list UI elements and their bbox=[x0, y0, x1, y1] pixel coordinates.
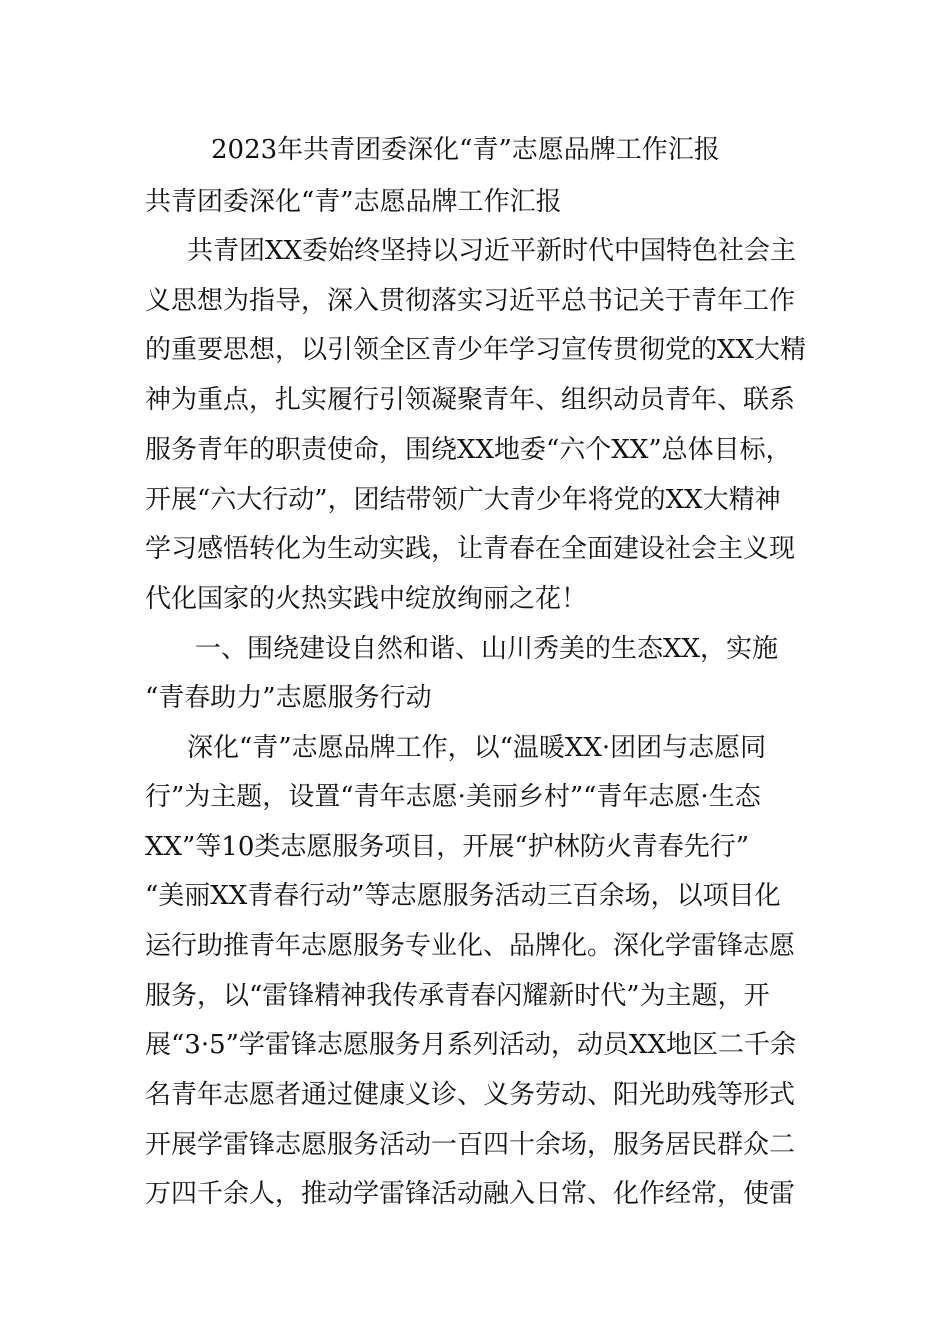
paragraph-line: 义思想为指导，深入贯彻落实习近平总书记关于青年工作 bbox=[145, 286, 796, 316]
paragraph-line: 名青年志愿者通过健康义诊、义务劳动、阳光助残等形式 bbox=[145, 1080, 796, 1110]
paragraph-line: 的重要思想，以引领全区青少年学习宣传贯彻党的XX大精 bbox=[145, 335, 807, 365]
paragraph-line: 代化国家的火热实践中绽放绚丽之花！ bbox=[145, 584, 588, 614]
paragraph-line: 服务青年的职责使命，围绕XX地委“六个XX”总体目标， bbox=[145, 435, 792, 465]
paragraph-line: 神为重点，扎实履行引领凝聚青年、组织动员青年、联系 bbox=[145, 385, 796, 415]
paragraph-line: 运行助推青年志愿服务专业化、品牌化。深化学雷锋志愿 bbox=[145, 931, 796, 961]
paragraph-line: 开展学雷锋志愿服务活动一百四十余场，服务居民群众二 bbox=[145, 1130, 796, 1160]
paragraph-line: 共青团XX委始终坚持以习近平新时代中国特色社会主 bbox=[187, 236, 797, 266]
paragraph-line: “美丽XX青春行动”等志愿服务活动三百余场，以项目化 bbox=[145, 881, 781, 911]
paragraph-line: 开展“六大行动”，团结带领广大青少年将党的XX大精神 bbox=[145, 485, 781, 515]
section-heading: “青春助力”志愿服务行动 bbox=[145, 683, 432, 713]
paragraph-line: 学习感悟转化为生动实践，让青春在全面建设社会主义现 bbox=[145, 534, 796, 564]
paragraph-line: 行”为主题，设置“青年志愿·美丽乡村”“青年志愿·生态 bbox=[145, 782, 761, 812]
paragraph-line: 深化“青”志愿品牌工作，以“温暖XX·团团与志愿同 bbox=[187, 733, 767, 763]
section-heading: 一、围绕建设自然和谐、山川秀美的生态XX，实施 bbox=[195, 634, 779, 664]
paragraph-line: XX”等10类志愿服务项目，开展“护林防火青春先行” bbox=[145, 832, 749, 862]
paragraph-line: 万四千余人，推动学雷锋活动融入日常、化作经常，使雷 bbox=[145, 1179, 796, 1209]
document-title: 2023年共青团委深化“青”志愿品牌工作汇报 bbox=[211, 135, 720, 165]
paragraph-line: 展“3·5”学雷锋志愿服务月系列活动，动员XX地区二千余 bbox=[145, 1030, 796, 1060]
document-subtitle: 共青团委深化“青”志愿品牌工作汇报 bbox=[145, 187, 562, 217]
paragraph-line: 服务，以“雷锋精神我传承青春闪耀新时代”为主题，开 bbox=[145, 981, 770, 1011]
